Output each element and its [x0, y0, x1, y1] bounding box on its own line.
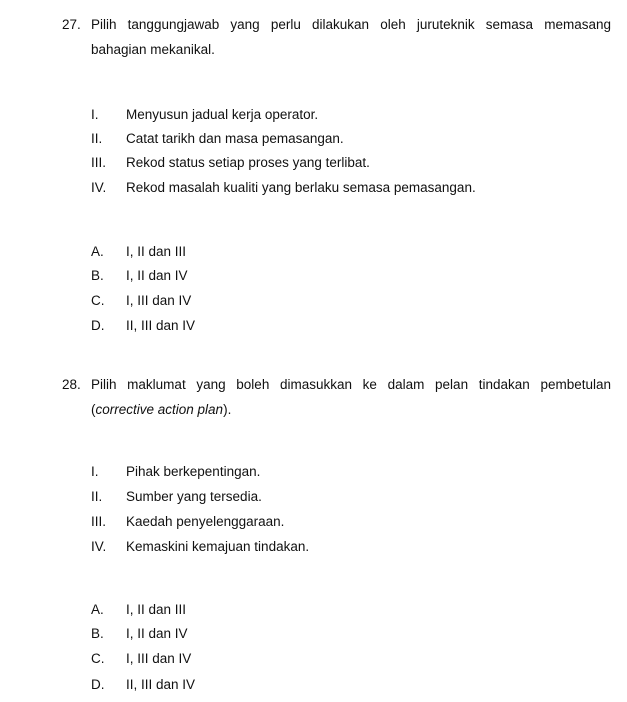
option-text: I, II dan III	[126, 244, 187, 259]
option-text: I, III dan IV	[126, 651, 192, 666]
statement-text: Rekod status setiap proses yang terlibat.	[126, 155, 370, 170]
option-letter: A.	[91, 244, 104, 259]
question-stem-line: Pilih tanggungjawab yang perlu dilakukan oleh juruteknik semasa memasang	[91, 17, 611, 32]
stem-italic-term: corrective action plan	[95, 402, 224, 417]
statement-numeral: IV.	[91, 180, 107, 195]
option-letter: D.	[91, 677, 105, 692]
stem-paren-open: (	[91, 402, 96, 417]
option-text: I, II dan III	[126, 602, 187, 617]
option-text: I, III dan IV	[126, 293, 192, 308]
option-letter: A.	[91, 602, 104, 617]
question-number: 27.	[62, 17, 81, 32]
option-letter: B.	[91, 626, 104, 641]
stem-paren-close: ).	[223, 402, 232, 417]
question-stem-line	[91, 402, 611, 418]
statement-numeral: I.	[91, 464, 99, 479]
statement-text: Menyusun jadual kerja operator.	[126, 107, 319, 122]
option-letter: C.	[91, 651, 105, 666]
option-text: II, III dan IV	[126, 318, 196, 333]
statement-numeral: II.	[91, 489, 103, 504]
question-number: 28.	[62, 377, 81, 392]
statement-numeral: IV.	[91, 539, 107, 554]
question-stem-line: Pilih maklumat yang boleh dimasukkan ke dalam pelan tindakan pembetulan	[91, 377, 611, 392]
question-stem-line: bahagian mekanikal.	[91, 42, 215, 57]
option-text: II, III dan IV	[126, 677, 196, 692]
option-letter: B.	[91, 268, 104, 283]
statement-numeral: I.	[91, 107, 99, 122]
statement-text: Sumber yang tersedia.	[126, 489, 262, 504]
statement-numeral: II.	[91, 131, 103, 146]
statement-text: Catat tarikh dan masa pemasangan.	[126, 131, 344, 146]
option-letter: C.	[91, 293, 105, 308]
statement-text: Kemaskini kemajuan tindakan.	[126, 539, 310, 554]
statement-text: Pihak berkepentingan.	[126, 464, 261, 479]
statement-numeral: III.	[91, 155, 107, 170]
statement-numeral: III.	[91, 514, 107, 529]
statement-text: Rekod masalah kualiti yang berlaku semasa pemasangan.	[126, 180, 476, 195]
option-letter: D.	[91, 318, 105, 333]
statement-text: Kaedah penyelenggaraan.	[126, 514, 285, 529]
option-text: I, II dan IV	[126, 626, 188, 641]
option-text: I, II dan IV	[126, 268, 188, 283]
